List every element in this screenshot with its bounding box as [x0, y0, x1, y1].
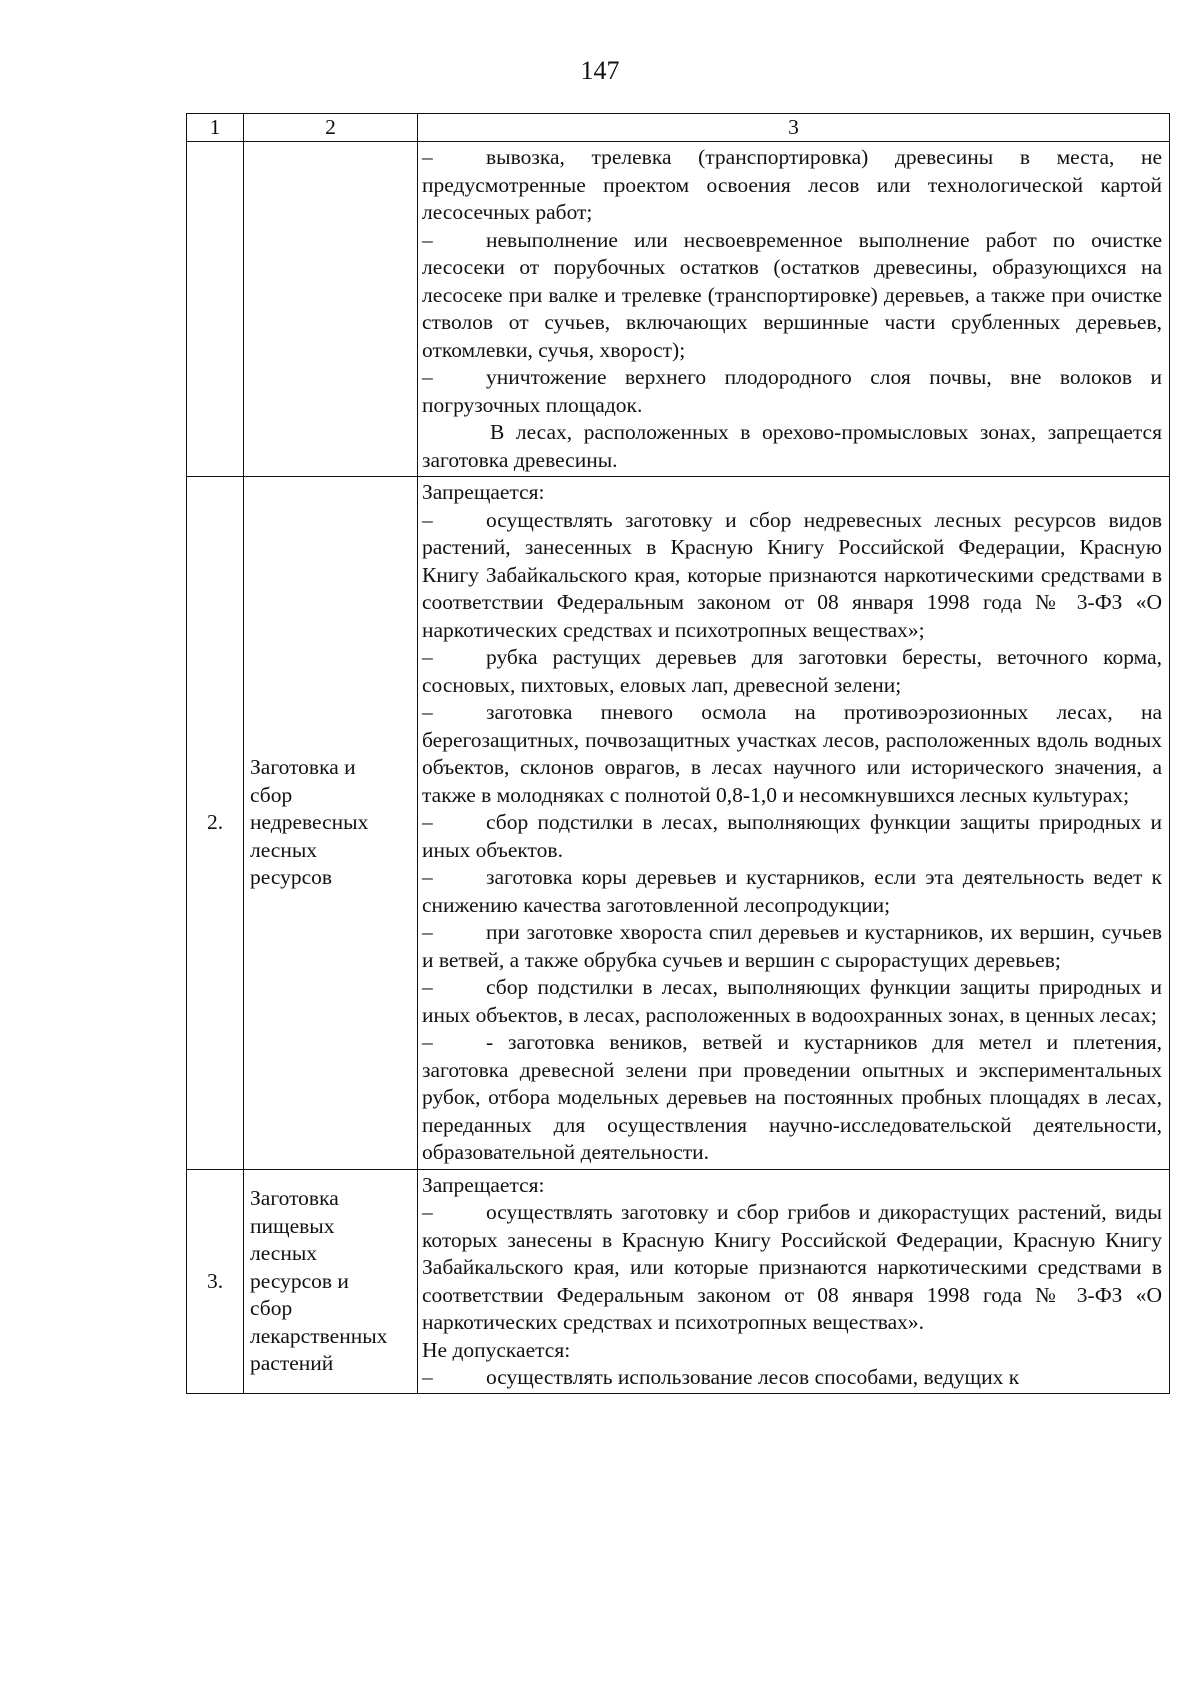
activity-name-line: сбор — [250, 782, 293, 807]
activity-name-line: ресурсов и — [250, 1268, 349, 1293]
restriction-text: сбор подстилки в лесах, выполняющих функции защиты природных и иных объектов, в лесах, расположенных в водоохранных зонах, в ценных лесах; — [422, 975, 1162, 1027]
dash-bullet: – — [422, 365, 433, 389]
paragraph: В лесах, расположенных в орехово-промысловых зонах, запрещается заготовка древесины. — [422, 420, 1162, 472]
restrictions-cell — [418, 142, 1170, 477]
header-cell: 2 — [244, 114, 418, 142]
regulations-table — [186, 113, 1170, 1394]
restriction-item — [422, 644, 1162, 699]
restrictions-cell — [418, 477, 1170, 1170]
table-row — [187, 1169, 1170, 1394]
dash-bullet: – — [422, 645, 433, 669]
activity-name-line: растений — [250, 1351, 334, 1375]
restriction-item — [422, 1199, 1162, 1337]
restriction-item — [422, 144, 1162, 227]
restriction-item — [422, 864, 1162, 919]
restriction-item — [422, 699, 1162, 809]
section-heading: Запрещается: — [422, 480, 545, 504]
table-row — [187, 142, 1170, 477]
restriction-text: невыполнение или несвоевременное выполнение работ по очистке лесосеки от порубочных остатков (остатков древесины, образующихся на лесосеке при валке и трелевке (транспортировке) деревьев, а также при очистке стволов от сучьев, включающих вершинные части срубленных деревьев, откомлевки, сучья, хворост); — [422, 227, 1162, 362]
activity-name-line: лекарственных — [250, 1323, 388, 1348]
dash-bullet: – — [422, 227, 433, 252]
restrictions-cell — [418, 1169, 1170, 1394]
dash-bullet: – — [422, 865, 433, 889]
dash-bullet: – — [422, 507, 433, 532]
activity-name — [244, 1169, 418, 1394]
table-row — [187, 477, 1170, 1170]
restriction-text: рубка растущих деревьев для заготовки бересты, веточного корма, сосновых, пихтовых, еловых лап, древесной зелени; — [422, 645, 1162, 697]
restriction-text: уничтожение верхнего плодородного слоя почвы, вне волоков и погрузочных площадок. — [422, 365, 1162, 417]
header-row — [187, 114, 1170, 142]
activity-name-line: пищевых — [250, 1213, 335, 1238]
dash-bullet: – — [422, 1365, 433, 1389]
activity-name-line: сбор — [250, 1296, 293, 1320]
dash-bullet: – — [422, 1030, 433, 1054]
header-cell: 3 — [418, 114, 1170, 142]
restriction-item — [422, 227, 1162, 365]
restriction-text: осуществлять заготовку и сбор грибов и дикорастущих растений, виды которых занесены в Красную Книгу Российской Федерации, Красную Книгу Забайкальского края, или которые признаются наркотическими средствами в соответствии Федеральным законом от 08 января 1998 года № 3-ФЗ «О наркотических средствах и психотропных веществах». — [422, 1200, 1162, 1334]
header-cell: 1 — [187, 114, 244, 142]
dash-bullet: – — [422, 145, 433, 169]
dash-bullet: – — [422, 975, 433, 999]
dash-bullet: – — [422, 1200, 433, 1224]
activity-name — [244, 477, 418, 1170]
restriction-item — [422, 919, 1162, 974]
restriction-text: сбор подстилки в лесах, выполняющих функции защиты природных и иных объектов. — [422, 810, 1162, 862]
section-heading: Запрещается: — [422, 1172, 545, 1197]
activity-name-line: лесных — [250, 837, 318, 862]
restriction-text: при заготовке хвороста спил деревьев и кустарников, их вершин, сучьев и ветвей, а также обрубка сучьев и вершин с сырорастущих деревьев; — [422, 920, 1162, 972]
section-heading: Не допускается: — [422, 1337, 571, 1362]
restriction-item — [422, 974, 1162, 1029]
activity-name-line: Заготовка и — [250, 755, 356, 779]
row-number — [187, 142, 244, 477]
activity-name — [244, 142, 418, 477]
restriction-item — [422, 1364, 1162, 1391]
dash-bullet: – — [422, 700, 433, 724]
restriction-item — [422, 364, 1162, 419]
restriction-text: заготовка пневого осмола на противоэрозионных лесах, на берегозащитных, почвозащитных участках лесов, расположенных вдоль водных объектов, склонов оврагов, в лесах научного или исторического значения, а также в молодняках с полнотой 0,8-1,0 и несомкнувшихся лесных культурах; — [422, 700, 1162, 807]
activity-name-line: недревесных — [250, 810, 369, 834]
row-number: 2. — [187, 477, 244, 1170]
restriction-item — [422, 507, 1162, 645]
activity-name-line: Заготовка — [250, 1186, 339, 1210]
table-body — [187, 114, 1170, 1394]
restriction-text: осуществлять использование лесов способами, ведущих к — [486, 1365, 1020, 1389]
dash-bullet: – — [422, 810, 433, 834]
activity-name-line: лесных — [250, 1241, 318, 1265]
page-number: 147 — [580, 56, 620, 85]
restriction-text: осуществлять заготовку и сбор недревесных лесных ресурсов видов растений, занесенных в Красную Книгу Российской Федерации, Красную Книгу Забайкальского края, которые признаются наркотическими средствами в соответствии Федеральным законом от 08 января 1998 года № 3-ФЗ «О наркотических средствах и психотропных веществах»; — [422, 507, 1162, 642]
restriction-item — [422, 1029, 1162, 1167]
row-number: 3. — [187, 1169, 244, 1394]
dash-bullet: – — [422, 920, 433, 944]
restriction-text: вывозка, трелевка (транспортировка) древесины в места, не предусмотренные проектом освоения лесов или технологической картой лесосечных работ; — [422, 145, 1162, 224]
restriction-text: - заготовка веников, ветвей и кустарников для метел и плетения, заготовка древесной зелени при проведении опытных и экспериментальных рубок, отбора модельных деревьев на постоянных пробных площадях в лесах, переданных для осуществления научно-исследовательской деятельности, образовательной деятельности. — [422, 1030, 1162, 1164]
restriction-item — [422, 809, 1162, 864]
restriction-text: заготовка коры деревьев и кустарников, если эта деятельность ведет к снижению качества заготовленной лесопродукции; — [422, 865, 1162, 917]
activity-name-line: ресурсов — [250, 865, 333, 889]
